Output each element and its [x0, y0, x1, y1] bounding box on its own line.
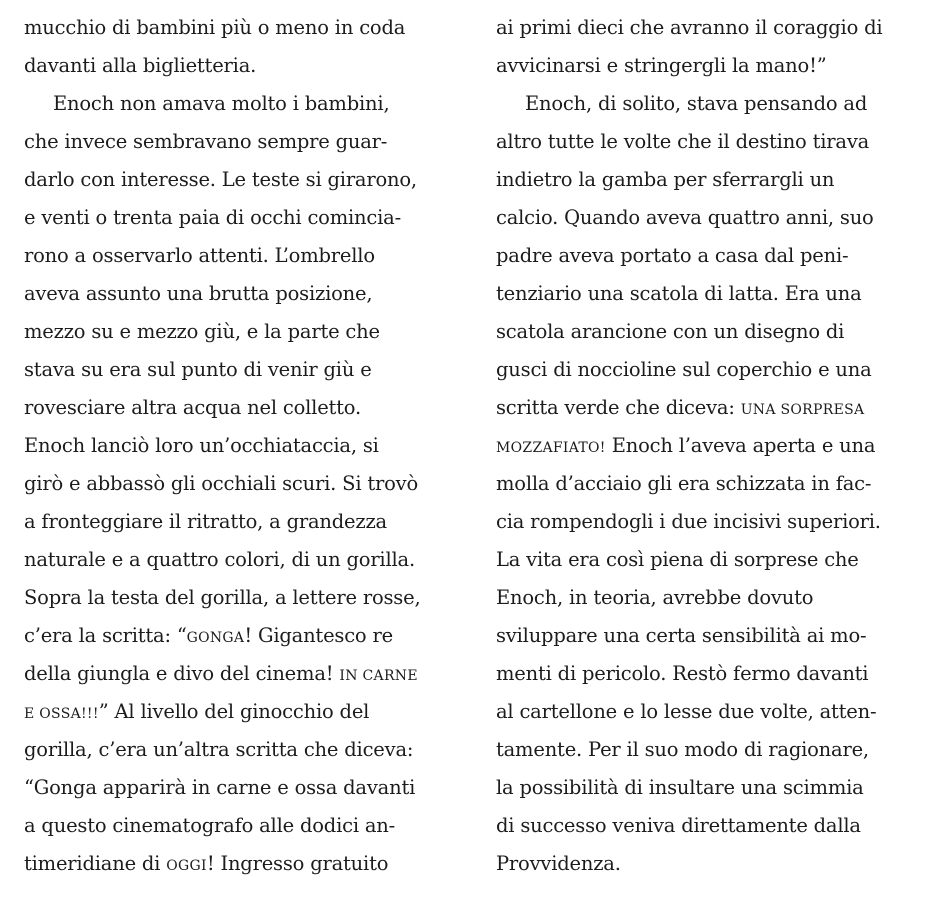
- text-line: [496, 351, 926, 389]
- text-line: [496, 769, 926, 807]
- text-segment: menti di pericolo. Restò fermo davanti: [496, 662, 869, 685]
- text-line: [496, 541, 926, 579]
- small-caps-text: E OSSA!!!: [24, 706, 99, 722]
- text-segment: La vita era così piena di sorprese che: [496, 548, 859, 571]
- text-segment: tamente. Per il suo modo di ragionare,: [496, 738, 869, 761]
- text-line: [496, 389, 926, 427]
- paragraph-first-line: [496, 85, 926, 123]
- text-line: [24, 47, 464, 85]
- paragraph-first-line: [24, 85, 464, 123]
- text-line: [24, 693, 464, 731]
- text-line: [496, 465, 926, 503]
- text-segment: Enoch l’aveva aperta e una: [605, 434, 876, 457]
- text-segment: mucchio di bambini più o meno in coda: [24, 16, 406, 39]
- text-segment: timeridiane di: [24, 852, 167, 875]
- text-segment: che invece sembravano sempre guar-: [24, 130, 388, 153]
- text-segment: davanti alla biglietteria.: [24, 54, 257, 77]
- text-line: [24, 503, 464, 541]
- text-line: [24, 541, 464, 579]
- text-segment: al cartellone e lo lesse due volte, atten-: [496, 700, 877, 723]
- small-caps-text: GONGA: [186, 630, 245, 646]
- small-caps-text: IN CARNE: [339, 668, 418, 684]
- text-segment: ai primi dieci che avranno il coraggio di: [496, 16, 883, 39]
- text-segment: Enoch, in teoria, avrebbe dovuto: [496, 586, 814, 609]
- text-line: [24, 427, 464, 465]
- text-segment: e venti o trenta paia di occhi comincia-: [24, 206, 401, 229]
- text-line: [24, 389, 464, 427]
- text-segment: altro tutte le volte che il destino tirava: [496, 130, 870, 153]
- text-segment: cia rompendogli i due incisivi superiori.: [496, 510, 881, 533]
- text-segment: padre aveva portato a casa dal peni-: [496, 244, 849, 267]
- text-segment: Sopra la testa del gorilla, a lettere rosse,: [24, 586, 421, 609]
- text-line: [496, 123, 926, 161]
- text-segment: naturale e a quattro colori, di un gorilla.: [24, 548, 415, 571]
- text-line: [496, 9, 926, 47]
- text-line: [24, 465, 464, 503]
- text-segment: calcio. Quando aveva quattro anni, suo: [496, 206, 874, 229]
- text-segment: scatola arancione con un disegno di: [496, 320, 845, 343]
- text-line: [496, 845, 926, 883]
- text-segment: gusci di noccioline sul coperchio e una: [496, 358, 872, 381]
- text-segment: ! Gigantesco re: [244, 624, 393, 647]
- text-segment: avvicinarsi e stringergli la mano!”: [496, 54, 827, 77]
- small-caps-text: OGGI: [166, 858, 207, 874]
- text-line: [24, 731, 464, 769]
- text-segment: indietro la gamba per sferrargli un: [496, 168, 835, 191]
- text-segment: Enoch non amava molto i bambini,: [53, 92, 390, 115]
- text-line: [24, 161, 464, 199]
- text-segment: Enoch lanciò loro un’occhiataccia, si: [24, 434, 379, 457]
- text-line: [24, 579, 464, 617]
- text-line: [496, 47, 926, 85]
- text-line: [24, 845, 464, 883]
- text-line: [496, 237, 926, 275]
- text-line: [24, 123, 464, 161]
- text-segment: a fronteggiare il ritratto, a grandezza: [24, 510, 387, 533]
- text-segment: girò e abbassò gli occhiali scuri. Si trovò: [24, 472, 419, 495]
- text-segment: ” Al livello del ginocchio del: [98, 700, 370, 723]
- text-segment: Provvidenza.: [496, 852, 621, 875]
- text-line: [496, 427, 926, 465]
- text-segment: rovesciare altra acqua nel colletto.: [24, 396, 362, 419]
- text-line: [24, 313, 464, 351]
- text-segment: gorilla, c’era un’altra scritta che diceva:: [24, 738, 414, 761]
- text-line: [24, 655, 464, 693]
- text-line: [496, 617, 926, 655]
- small-caps-text: MOZZAFIATO!: [496, 440, 606, 456]
- text-segment: Enoch, di solito, stava pensando ad: [525, 92, 868, 115]
- text-line: [496, 161, 926, 199]
- text-segment: darlo con interesse. Le teste si girarono,: [24, 168, 417, 191]
- text-segment: rono a osservarlo attenti. L’ombrello: [24, 244, 375, 267]
- text-segment: molla d’acciaio gli era schizzata in fac-: [496, 472, 872, 495]
- text-line: [24, 199, 464, 237]
- text-segment: di successo veniva direttamente dalla: [496, 814, 861, 837]
- text-segment: a questo cinematografo alle dodici an-: [24, 814, 396, 837]
- text-line: [24, 275, 464, 313]
- text-segment: mezzo su e mezzo giù, e la parte che: [24, 320, 380, 343]
- text-column-right: [496, 9, 926, 883]
- text-line: [496, 579, 926, 617]
- text-line: [24, 237, 464, 275]
- small-caps-text: UNA SORPRESA: [740, 402, 865, 418]
- text-line: [496, 731, 926, 769]
- text-segment: “Gonga apparirà in carne e ossa davanti: [24, 776, 416, 799]
- text-line: [496, 503, 926, 541]
- text-segment: la possibilità di insultare una scimmia: [496, 776, 864, 799]
- text-segment: stava su era sul punto di venir giù e: [24, 358, 372, 381]
- text-segment: scritta verde che diceva:: [496, 396, 741, 419]
- text-line: [24, 769, 464, 807]
- text-line: [496, 693, 926, 731]
- text-line: [24, 9, 464, 47]
- text-segment: ! Ingresso gratuito: [206, 852, 389, 875]
- text-line: [496, 275, 926, 313]
- text-line: [496, 807, 926, 845]
- text-line: [496, 655, 926, 693]
- text-segment: sviluppare una certa sensibilità ai mo-: [496, 624, 867, 647]
- text-segment: della giungla e divo del cinema!: [24, 662, 340, 685]
- text-line: [24, 807, 464, 845]
- text-column-left: [24, 9, 464, 883]
- text-line: [496, 313, 926, 351]
- text-line: [24, 351, 464, 389]
- text-line: [24, 617, 464, 655]
- text-segment: c’era la scritta: “: [24, 624, 187, 647]
- text-segment: aveva assunto una brutta posizione,: [24, 282, 373, 305]
- text-line: [496, 199, 926, 237]
- text-segment: tenziario una scatola di latta. Era una: [496, 282, 862, 305]
